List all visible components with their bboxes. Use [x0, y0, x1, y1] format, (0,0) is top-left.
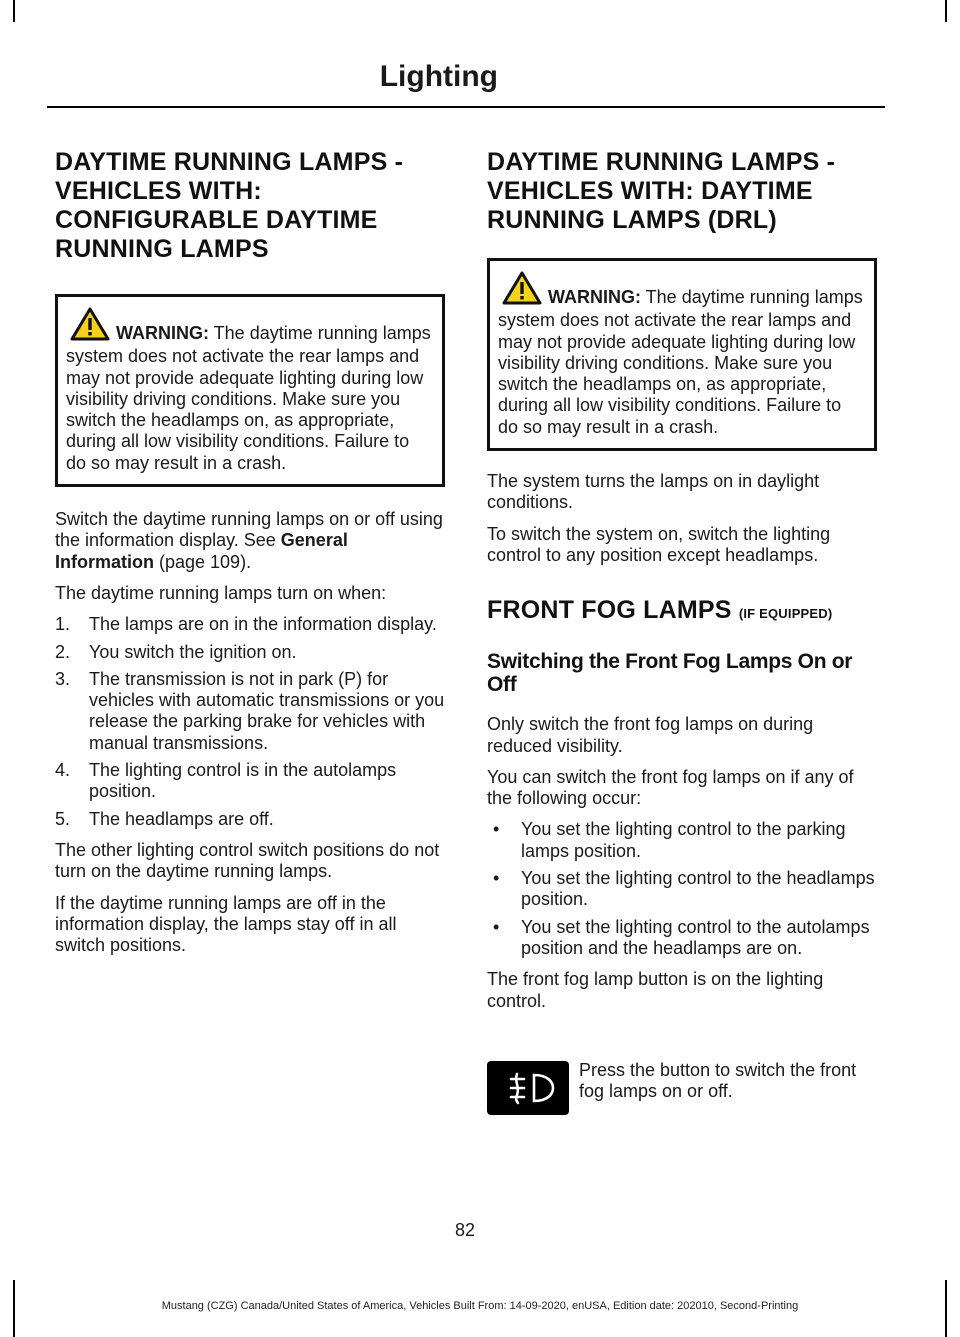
heading-line: VEHICLES WITH: DAYTIME [487, 177, 813, 205]
list-item [55, 669, 445, 754]
list-number: 1. [55, 614, 71, 635]
warning-text: The daytime running lamps system does not activate the rear lamps and may not provide adequate lighting during low visibility driving conditions. Make sure you switch the headlamps on, as appropriate, during all low visibility conditions. Failure to do so may result in a crash. [498, 287, 863, 437]
list-item-text: You switch the ignition on. [89, 641, 297, 662]
crop-mark-top-right [945, 0, 947, 22]
paragraph-button-location: The front fog lamp button is on the lighting control. [487, 969, 824, 1011]
list-item-text: You set the lighting control to the parking lamps position. [521, 819, 846, 861]
list-item-text: The lamps are on in the information display. [89, 614, 437, 635]
list-item-text: You set the lighting control to the autolamps position and the headlamps are on. [521, 916, 870, 958]
paragraph-turn-on-when: The daytime running lamps turn on when: [55, 582, 387, 603]
warning-box [487, 258, 877, 451]
header-divider [47, 106, 885, 108]
right-column [487, 148, 877, 1012]
heading-line: CONFIGURABLE DAYTIME [55, 206, 378, 234]
paragraph-daylight: The system turns the lamps on in daylight conditions. [487, 471, 820, 513]
list-item-text: You set the lighting control to the headlamps position. [521, 868, 875, 910]
crop-mark-top-left [13, 0, 15, 22]
list-item [55, 614, 445, 635]
fog-conditions-list [487, 819, 877, 959]
fog-button-caption: Press the button to switch the front fog lamps on or off. [579, 1060, 857, 1102]
section-heading-configurable-drl [55, 148, 445, 264]
list-item [487, 917, 877, 960]
warning-label: WARNING: [116, 323, 209, 343]
list-item-text: The lighting control is in the autolamps position. [89, 760, 397, 802]
left-column [55, 148, 445, 956]
list-number: 3. [55, 668, 71, 689]
page-title: Lighting [379, 60, 498, 93]
warning-triangle-icon [502, 271, 542, 310]
paragraph-reduced-visibility: Only switch the front fog lamps on during reduced visibility. [487, 714, 814, 756]
list-number: 4. [55, 760, 71, 781]
paragraph-following-occur: You can switch the front fog lamps on if any of the following occur: [487, 766, 854, 809]
list-item [487, 819, 877, 862]
warning-triangle-icon [70, 307, 110, 346]
bullet: • [493, 819, 500, 840]
heading-line: VEHICLES WITH: [55, 177, 262, 205]
heading-qualifier: (IF EQUIPPED) [738, 606, 833, 622]
page-number: 82 [454, 1220, 476, 1240]
list-number: 2. [55, 641, 71, 662]
heading-line: DAYTIME RUNNING LAMPS - [487, 148, 836, 176]
list-item-text: The transmission is not in park (P) for vehicles with automatic transmissions or you release the parking brake for vehicles with manual transmissions. [89, 668, 445, 753]
bullet: • [493, 868, 500, 889]
section-heading-drl [487, 148, 877, 235]
warning-box [55, 294, 445, 487]
warning-text: The daytime running lamps system does not activate the rear lamps and may not provide adequate lighting during low visibility driving conditions. Make sure you switch the headlamps on, as appropriate, during all low visibility conditions. Failure to do so may result in a crash. [66, 323, 431, 473]
list-number: 5. [55, 808, 71, 829]
paragraph-other-positions: The other lighting control switch positions do not turn on the daytime running lamps. [55, 839, 440, 882]
conditions-list [55, 614, 445, 830]
general-information-link[interactable]: General Information [55, 530, 348, 572]
list-item [55, 809, 445, 830]
list-item-text: The headlamps are off. [89, 808, 274, 829]
subheading-switching-fog-lamps: Switching the Front Fog Lamps On or Off [487, 650, 853, 697]
paragraph-lamps-off: If the daytime running lamps are off in the information display, the lamps stay off in all switch positions. [55, 892, 397, 956]
section-heading-front-fog-lamps [487, 596, 877, 628]
heading-line: RUNNING LAMPS [55, 235, 269, 263]
heading-text: FRONT FOG LAMPS [487, 596, 732, 625]
heading-line: RUNNING LAMPS (DRL) [487, 206, 777, 234]
list-item [55, 760, 445, 803]
page-footer: Mustang (CZG) Canada/United States of America, Vehicles Built From: 14-09-2020, enUSA, Edition date: 202010, Second-Printing [161, 1300, 799, 1312]
text: (page 109). [154, 551, 252, 572]
paragraph-switch-drl [55, 509, 445, 573]
list-item [487, 868, 877, 911]
warning-label: WARNING: [548, 287, 641, 307]
paragraph-switch-system-on: To switch the system on, switch the lighting control to any position except headlamps. [487, 523, 831, 565]
text: Switch the daytime running lamps on or off using the information display. See [55, 509, 443, 551]
heading-line: DAYTIME RUNNING LAMPS - [55, 148, 404, 176]
front-fog-lamp-icon [487, 1061, 569, 1115]
bullet: • [493, 916, 500, 937]
list-item [55, 642, 445, 663]
